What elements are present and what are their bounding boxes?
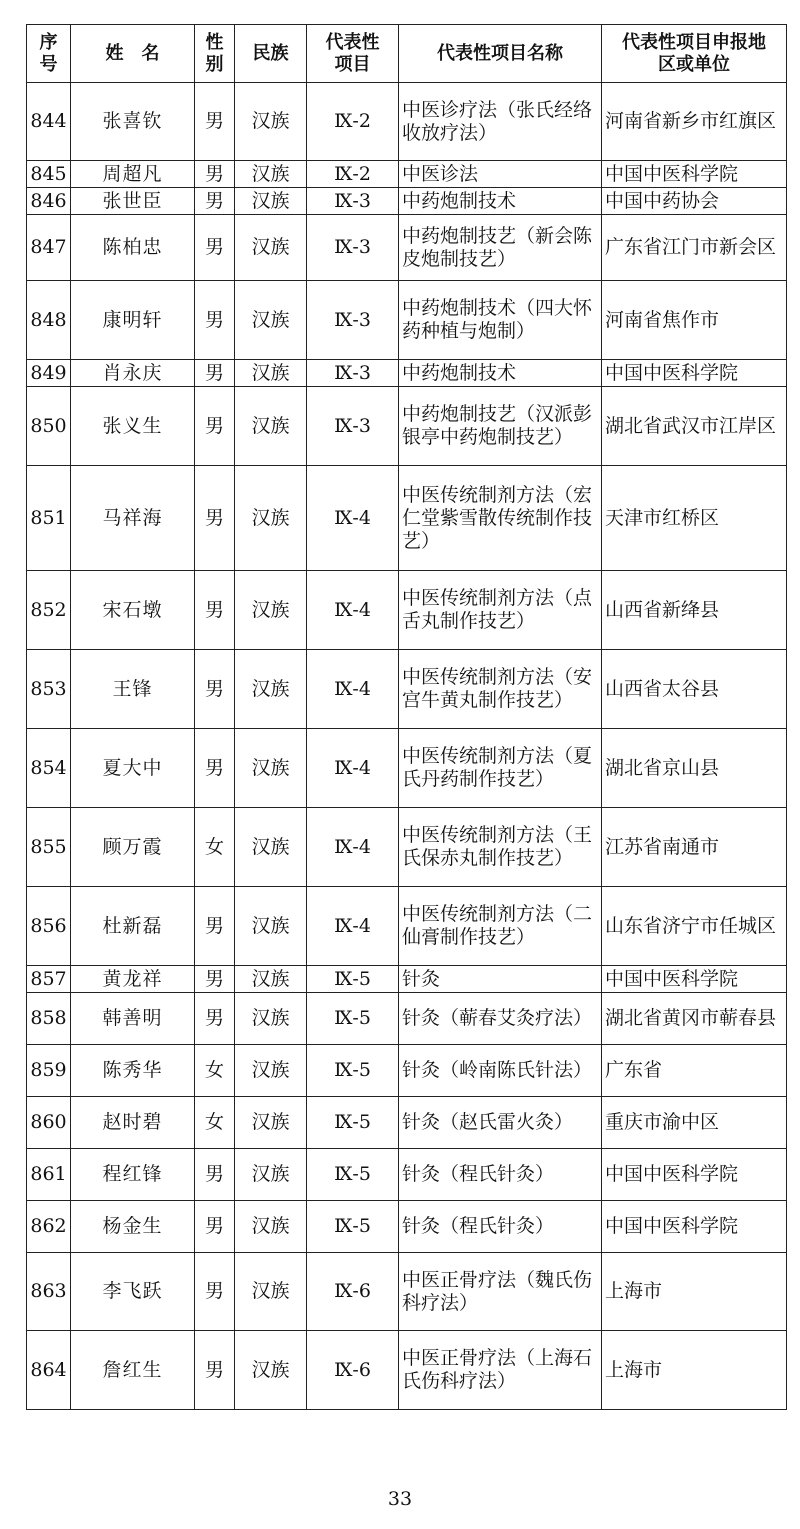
- cell-sex: 女: [195, 808, 235, 887]
- cell-no: 844: [27, 83, 71, 161]
- cell-name: 陈秀华: [71, 1045, 195, 1097]
- cell-no: 848: [27, 281, 71, 360]
- cell-region: 山东省济宁市任城区: [602, 887, 787, 966]
- cell-name: 夏大中: [71, 729, 195, 808]
- cell-region: 山西省太谷县: [602, 650, 787, 729]
- table-row: [27, 1097, 787, 1149]
- cell-ethnicity: 汉族: [235, 729, 307, 808]
- cell-sex: 男: [195, 993, 235, 1045]
- cell-category: Ⅸ-3: [307, 215, 399, 281]
- cell-project: 中医传统制剂方法（王氏保赤丸制作技艺）: [399, 808, 602, 887]
- cell-name: 黄龙祥: [71, 966, 195, 993]
- cell-sex: 男: [195, 83, 235, 161]
- cell-project: 中药炮制技术: [399, 360, 602, 387]
- cell-no: 854: [27, 729, 71, 808]
- cell-project: 中医传统制剂方法（夏氏丹药制作技艺）: [399, 729, 602, 808]
- cell-no: 861: [27, 1149, 71, 1201]
- cell-category: Ⅸ-2: [307, 83, 399, 161]
- cell-category: Ⅸ-6: [307, 1331, 399, 1410]
- cell-region: 上海市: [602, 1253, 787, 1331]
- cell-category: Ⅸ-4: [307, 808, 399, 887]
- cell-ethnicity: 汉族: [235, 808, 307, 887]
- cell-project: 中医正骨疗法（魏氏伤科疗法）: [399, 1253, 602, 1331]
- cell-no: 853: [27, 650, 71, 729]
- cell-name: 周超凡: [71, 161, 195, 188]
- cell-category: Ⅸ-4: [307, 887, 399, 966]
- cell-region: 中国中医科学院: [602, 1201, 787, 1253]
- cell-category: Ⅸ-5: [307, 966, 399, 993]
- table-row: [27, 729, 787, 808]
- cell-ethnicity: 汉族: [235, 966, 307, 993]
- cell-project: 中药炮制技艺（汉派彭银亭中药炮制技艺）: [399, 387, 602, 466]
- cell-ethnicity: 汉族: [235, 1253, 307, 1331]
- cell-no: 855: [27, 808, 71, 887]
- cell-name: 肖永庆: [71, 360, 195, 387]
- cell-ethnicity: 汉族: [235, 650, 307, 729]
- cell-name: 王锋: [71, 650, 195, 729]
- cell-category: Ⅸ-3: [307, 188, 399, 215]
- cell-ethnicity: 汉族: [235, 887, 307, 966]
- table-row: [27, 161, 787, 188]
- cell-no: 858: [27, 993, 71, 1045]
- cell-project: 中药炮制技艺（新会陈皮炮制技艺）: [399, 215, 602, 281]
- cell-ethnicity: 汉族: [235, 571, 307, 650]
- cell-sex: 男: [195, 1201, 235, 1253]
- cell-sex: 男: [195, 387, 235, 466]
- table-row: [27, 466, 787, 571]
- cell-name: 赵时碧: [71, 1097, 195, 1149]
- cell-project: 中药炮制技术: [399, 188, 602, 215]
- cell-ethnicity: 汉族: [235, 1201, 307, 1253]
- cell-name: 李飞跃: [71, 1253, 195, 1331]
- cell-sex: 男: [195, 650, 235, 729]
- cell-ethnicity: 汉族: [235, 1149, 307, 1201]
- cell-sex: 男: [195, 281, 235, 360]
- table-row: [27, 215, 787, 281]
- cell-sex: 男: [195, 1149, 235, 1201]
- cell-region: 山西省新绛县: [602, 571, 787, 650]
- cell-project: 中医传统制剂方法（点舌丸制作技艺）: [399, 571, 602, 650]
- cell-name: 张义生: [71, 387, 195, 466]
- cell-no: 850: [27, 387, 71, 466]
- cell-sex: 男: [195, 729, 235, 808]
- cell-sex: 男: [195, 966, 235, 993]
- cell-project: 中药炮制技术（四大怀药种植与炮制）: [399, 281, 602, 360]
- table-row: [27, 387, 787, 466]
- cell-project: 中医正骨疗法（上海石氏伤科疗法）: [399, 1331, 602, 1410]
- cell-region: 上海市: [602, 1331, 787, 1410]
- cell-sex: 男: [195, 1331, 235, 1410]
- cell-no: 863: [27, 1253, 71, 1331]
- cell-ethnicity: 汉族: [235, 188, 307, 215]
- table-row: [27, 360, 787, 387]
- cell-sex: 男: [195, 215, 235, 281]
- table-row: [27, 571, 787, 650]
- cell-region: 湖北省黄冈市蕲春县: [602, 993, 787, 1045]
- table-row: [27, 281, 787, 360]
- cell-sex: 男: [195, 466, 235, 571]
- cell-project: 中医传统制剂方法（宏仁堂紫雪散传统制作技艺）: [399, 466, 602, 571]
- table-row: [27, 993, 787, 1045]
- cell-no: 860: [27, 1097, 71, 1149]
- header-sex: 性别: [195, 25, 235, 83]
- cell-category: Ⅸ-6: [307, 1253, 399, 1331]
- cell-project: 针灸（程氏针灸）: [399, 1201, 602, 1253]
- cell-no: 849: [27, 360, 71, 387]
- cell-category: Ⅸ-3: [307, 360, 399, 387]
- cell-no: 862: [27, 1201, 71, 1253]
- cell-sex: 男: [195, 188, 235, 215]
- cell-region: 广东省: [602, 1045, 787, 1097]
- cell-region: 湖北省京山县: [602, 729, 787, 808]
- cell-name: 程红锋: [71, 1149, 195, 1201]
- cell-name: 张世臣: [71, 188, 195, 215]
- cell-category: Ⅸ-4: [307, 650, 399, 729]
- cell-region: 天津市红桥区: [602, 466, 787, 571]
- cell-no: 864: [27, 1331, 71, 1410]
- table-row: [27, 966, 787, 993]
- cell-region: 中国中医科学院: [602, 1149, 787, 1201]
- page-number: 33: [387, 1488, 413, 1510]
- table-row: [27, 887, 787, 966]
- cell-project: 中医诊法: [399, 161, 602, 188]
- cell-region: 中国中医科学院: [602, 161, 787, 188]
- header-no: 序号: [27, 25, 71, 83]
- cell-no: 857: [27, 966, 71, 993]
- cell-project: 中医传统制剂方法（安宫牛黄丸制作技艺）: [399, 650, 602, 729]
- header-name: 姓 名: [71, 25, 195, 83]
- cell-ethnicity: 汉族: [235, 360, 307, 387]
- cell-name: 詹红生: [71, 1331, 195, 1410]
- cell-name: 韩善明: [71, 993, 195, 1045]
- table-row: [27, 650, 787, 729]
- cell-category: Ⅸ-5: [307, 1097, 399, 1149]
- cell-sex: 男: [195, 161, 235, 188]
- cell-name: 杜新磊: [71, 887, 195, 966]
- cell-name: 张喜钦: [71, 83, 195, 161]
- cell-name: 宋石墩: [71, 571, 195, 650]
- cell-region: 河南省焦作市: [602, 281, 787, 360]
- cell-project: 针灸（赵氏雷火灸）: [399, 1097, 602, 1149]
- cell-sex: 女: [195, 1045, 235, 1097]
- cell-ethnicity: 汉族: [235, 281, 307, 360]
- table-row: [27, 83, 787, 161]
- cell-region: 湖北省武汉市江岸区: [602, 387, 787, 466]
- cell-sex: 男: [195, 360, 235, 387]
- cell-ethnicity: 汉族: [235, 1097, 307, 1149]
- cell-no: 845: [27, 161, 71, 188]
- cell-sex: 男: [195, 1253, 235, 1331]
- cell-name: 马祥海: [71, 466, 195, 571]
- cell-category: Ⅸ-5: [307, 993, 399, 1045]
- cell-ethnicity: 汉族: [235, 993, 307, 1045]
- cell-category: Ⅸ-3: [307, 387, 399, 466]
- cell-category: Ⅸ-5: [307, 1149, 399, 1201]
- cell-ethnicity: 汉族: [235, 466, 307, 571]
- cell-region: 广东省江门市新会区: [602, 215, 787, 281]
- table-row: [27, 1331, 787, 1410]
- cell-no: 847: [27, 215, 71, 281]
- cell-region: 江苏省南通市: [602, 808, 787, 887]
- cell-category: Ⅸ-5: [307, 1201, 399, 1253]
- inheritor-table: [26, 24, 787, 1410]
- cell-no: 851: [27, 466, 71, 571]
- cell-no: 852: [27, 571, 71, 650]
- table-row: [27, 1201, 787, 1253]
- cell-category: Ⅸ-4: [307, 729, 399, 808]
- cell-project: 中医传统制剂方法（二仙膏制作技艺）: [399, 887, 602, 966]
- cell-name: 陈柏忠: [71, 215, 195, 281]
- cell-name: 顾万霞: [71, 808, 195, 887]
- cell-project: 针灸（蕲春艾灸疗法）: [399, 993, 602, 1045]
- cell-ethnicity: 汉族: [235, 1045, 307, 1097]
- cell-category: Ⅸ-2: [307, 161, 399, 188]
- cell-region: 中国中医科学院: [602, 360, 787, 387]
- table-row: [27, 188, 787, 215]
- header-category: 代表性项目: [307, 25, 399, 83]
- cell-no: 846: [27, 188, 71, 215]
- cell-ethnicity: 汉族: [235, 83, 307, 161]
- cell-name: 杨金生: [71, 1201, 195, 1253]
- header-ethnicity: 民族: [235, 25, 307, 83]
- cell-region: 重庆市渝中区: [602, 1097, 787, 1149]
- cell-ethnicity: 汉族: [235, 161, 307, 188]
- cell-region: 河南省新乡市红旗区: [602, 83, 787, 161]
- table-row: [27, 1253, 787, 1331]
- cell-project: 针灸（岭南陈氏针法）: [399, 1045, 602, 1097]
- cell-no: 856: [27, 887, 71, 966]
- cell-region: 中国中药协会: [602, 188, 787, 215]
- header-row: [27, 25, 787, 83]
- cell-sex: 女: [195, 1097, 235, 1149]
- cell-no: 859: [27, 1045, 71, 1097]
- cell-category: Ⅸ-5: [307, 1045, 399, 1097]
- header-region: 代表性项目申报地区或单位: [602, 25, 787, 83]
- cell-category: Ⅸ-3: [307, 281, 399, 360]
- table-row: [27, 1045, 787, 1097]
- table-row: [27, 1149, 787, 1201]
- cell-project: 针灸（程氏针灸）: [399, 1149, 602, 1201]
- cell-project: 中医诊疗法（张氏经络收放疗法）: [399, 83, 602, 161]
- cell-ethnicity: 汉族: [235, 387, 307, 466]
- cell-category: Ⅸ-4: [307, 466, 399, 571]
- cell-sex: 男: [195, 887, 235, 966]
- cell-sex: 男: [195, 571, 235, 650]
- cell-ethnicity: 汉族: [235, 215, 307, 281]
- cell-name: 康明轩: [71, 281, 195, 360]
- header-project: 代表性项目名称: [399, 25, 602, 83]
- cell-region: 中国中医科学院: [602, 966, 787, 993]
- cell-category: Ⅸ-4: [307, 571, 399, 650]
- cell-ethnicity: 汉族: [235, 1331, 307, 1410]
- cell-project: 针灸: [399, 966, 602, 993]
- table-row: [27, 808, 787, 887]
